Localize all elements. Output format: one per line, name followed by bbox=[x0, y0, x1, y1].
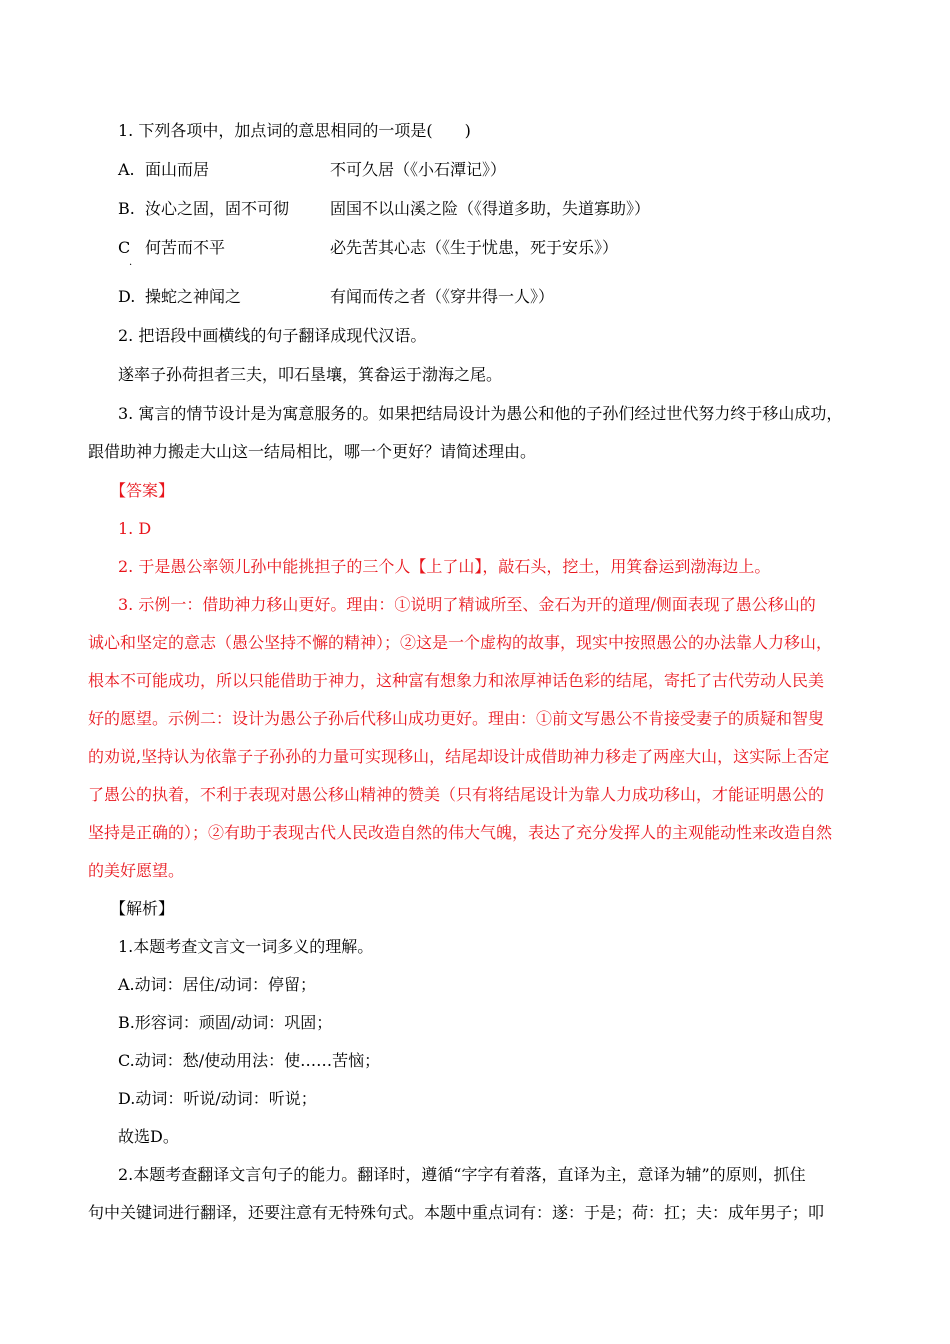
answer-3-line: 的美好愿望。 bbox=[88, 861, 185, 880]
answer-2: 2. 于是愚公率领儿孙中能挑担子的三个人【上了山】，敲石头，挖土，用箕畚运到渤海边上。 bbox=[118, 557, 771, 576]
option-a-left: 面山而居 bbox=[145, 160, 210, 179]
analysis-item: B.形容词：顽固/动词：巩固； bbox=[118, 1013, 333, 1032]
question-1-stem: 1. 下列各项中，加点词的意思相同的一项是( ) bbox=[118, 121, 471, 140]
answer-1: 1. D bbox=[118, 519, 152, 538]
analysis-paragraph-2-line-2: 句中关键词进行翻译，还要注意有无特殊句式。本题中重点词有：遂：于是；荷：扛；夫：成年男子；叩 bbox=[88, 1203, 825, 1222]
option-c-label: C bbox=[118, 238, 131, 257]
option-c-left: 何苦而不平 bbox=[145, 238, 226, 257]
option-b-label: B. bbox=[118, 199, 135, 218]
option-b-right: 固国不以山溪之险（《得道多助，失道寡助》） bbox=[330, 199, 651, 218]
answer-heading: 【答案】 bbox=[110, 481, 175, 500]
analysis-item: D.动词：听说/动词：听说； bbox=[118, 1089, 317, 1108]
answer-3-line: 了愚公的执着，不利于表现对愚公移山精神的赞美（只有将结尾设计为靠人力成功移山，才能证明愚公的 bbox=[88, 785, 825, 804]
option-b-left: 汝心之固，固不可彻 bbox=[145, 199, 290, 218]
option-a-label: A. bbox=[118, 160, 135, 179]
analysis-conclusion: 故选D。 bbox=[118, 1127, 179, 1146]
answer-3-line: 诚心和坚定的意志（愚公坚持不懈的精神）；②这是一个虚构的故事，现实中按照愚公的办法靠人力移山， bbox=[88, 633, 833, 652]
option-c-right: 必先苦其心志（《生于忧患，死于安乐》） bbox=[330, 238, 619, 257]
option-d-left: 操蛇之神闻之 bbox=[145, 287, 242, 306]
answer-3-line: 根本不可能成功，所以只能借助于神力，这种富有想象力和浓厚神话色彩的结尾，寄托了古代劳动人民美 bbox=[88, 671, 825, 690]
question-3-line-2: 跟借助神力搬走大山这一结局相比，哪一个更好？请简述理由。 bbox=[88, 442, 537, 461]
option-a-right: 不可久居（《小石潭记》） bbox=[330, 160, 507, 179]
analysis-item: C.动词：愁/使动用法：使……苦恼； bbox=[118, 1051, 381, 1070]
emphasis-dot: . bbox=[129, 257, 133, 268]
answer-3-line: 好的愿望。示例二：设计为愚公子孙后代移山成功更好。理由：①前文写愚公不肯接受妻子的质疑和智叟 bbox=[88, 709, 825, 728]
question-2-stem: 2. 把语段中画横线的句子翻译成现代汉语。 bbox=[118, 326, 427, 345]
question-2-passage: 遂率子孙荷担者三夫，叩石垦壤，箕畚运于渤海之尾。 bbox=[118, 365, 503, 384]
answer-3-line: 的劝说,坚持认为依靠子子孙孙的力量可实现移山，结尾却设计成借助神力移走了两座大山，这实际上否定 bbox=[88, 747, 830, 766]
option-d-right: 有闻而传之者（《穿井得一人》） bbox=[330, 287, 555, 306]
analysis-paragraph-2-line-1: 2.本题考查翻译文言句子的能力。翻译时，遵循“字字有着落，直译为主，意译为辅”的原则，抓住 bbox=[118, 1165, 806, 1184]
question-3-line-1: 3. 寓言的情节设计是为寓意服务的。如果把结局设计为愚公和他的子孙们经过世代努力终于移山成功， bbox=[118, 404, 843, 423]
analysis-heading: 【解析】 bbox=[110, 899, 175, 918]
analysis-paragraph-1: 1.本题考查文言文一词多义的理解。 bbox=[118, 937, 374, 956]
answer-3-line: 3. 示例一：借助神力移山更好。理由：①说明了精诚所至、金石为开的道理/侧面表现了愚公移山的 bbox=[118, 595, 816, 614]
analysis-item: A.动词：居住/动词：停留； bbox=[118, 975, 317, 994]
option-d-label: D. bbox=[118, 287, 136, 306]
answer-3-line: 坚持是正确的）；②有助于表现古代人民改造自然的伟大气魄，表达了充分发挥人的主观能动性来改造自然 bbox=[88, 823, 833, 842]
